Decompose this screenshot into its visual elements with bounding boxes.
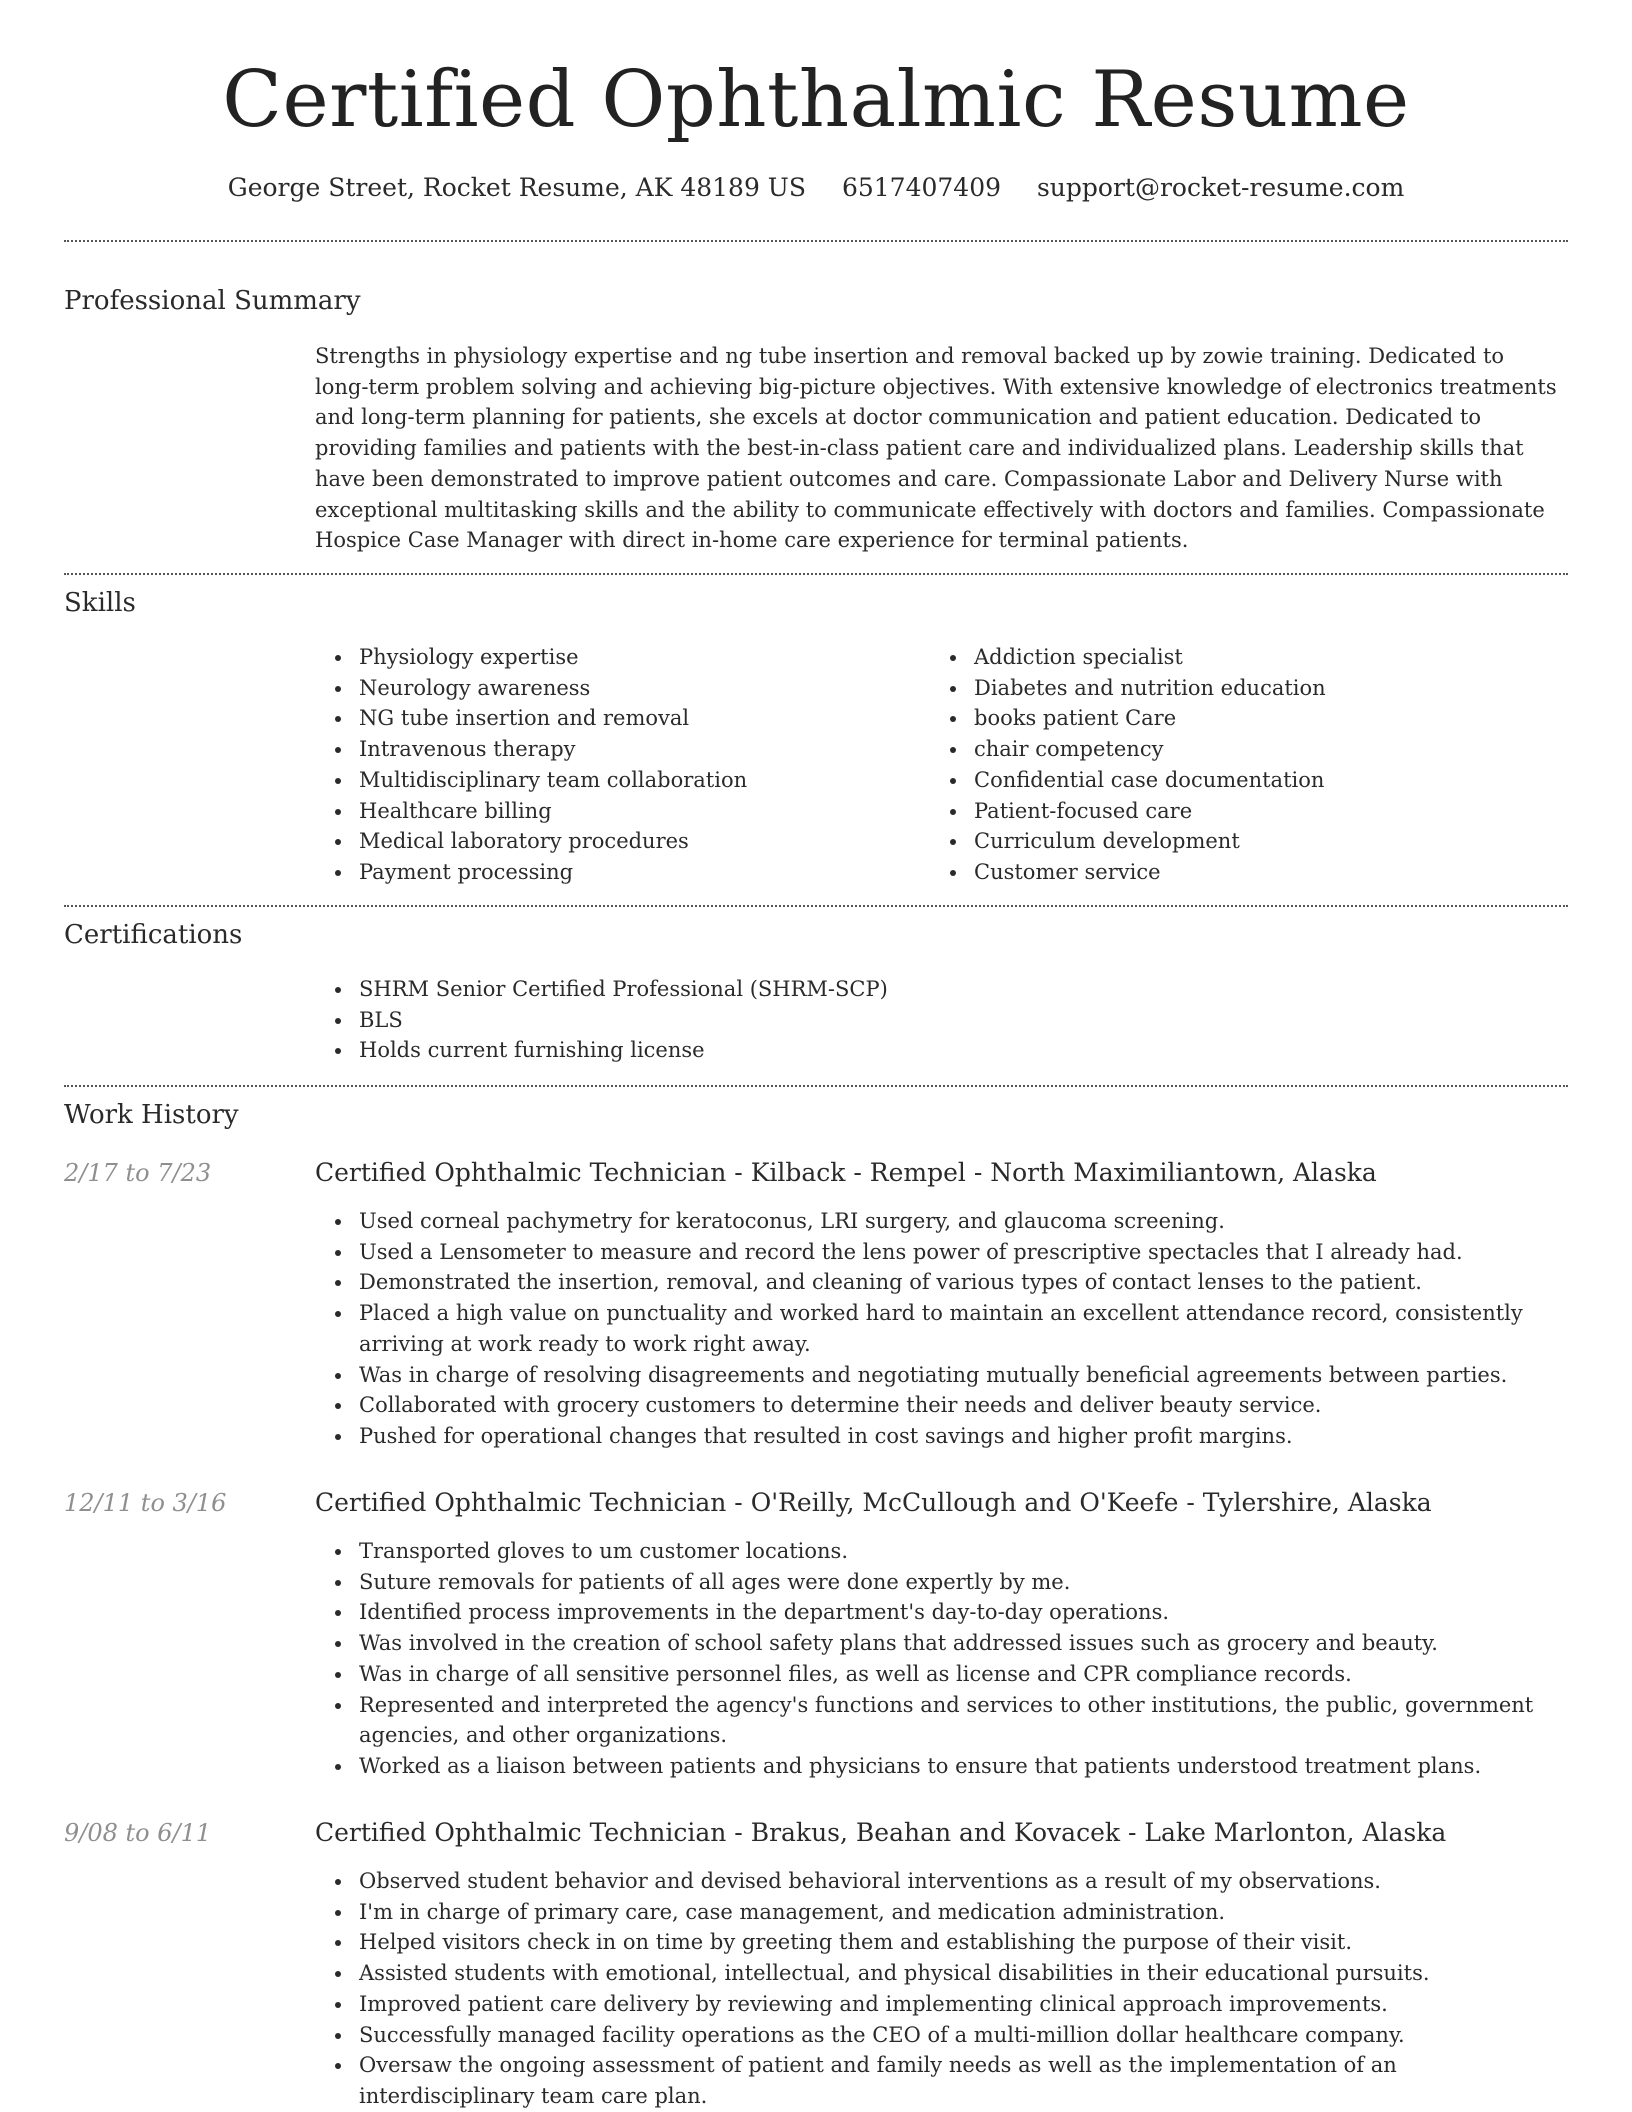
certification-item: SHRM Senior Certified Professional (SHRM-SCP) [315,974,1560,1005]
skill-item: Physiology expertise [315,642,915,673]
contact-line [64,168,1568,208]
summary-text: Strengths in physiology expertise and ng tube insertion and removal backed up by zowie training. Dedicated to long-term problem solving and achieving big-picture objectives. With extensive knowledge of electronics treatments and long-term planning for patients, she excels at doctor communication and patient education. Dedicated to providing families and patients with the best-in-class patient care and individualized plans. Leadership skills that have been demonstrated to improve patient outcomes and care. Compassionate Labor and Delivery Nurse with exceptional multitasking skills and the ability to communicate effectively with doctors and families. Compassionate Hospice Case Manager with direct in-home care experience for terminal patients. [315,344,1557,553]
work-history-heading: Work History [64,1100,239,1130]
job-title: Certified Ophthalmic Technician - O'Reilly, McCullough and O'Keefe - Tylershire, Alaska [315,1488,1432,1517]
job-bullet: Successfully managed facility operations as the CEO of a multi-million dollar healthcare company. [315,2020,1560,2051]
skill-item: Addiction specialist [930,642,1560,673]
contact-phone: 6517407409 [841,173,1002,202]
certification-item: Holds current furnishing license [315,1035,1560,1066]
job-bullet: Used a Lensometer to measure and record the lens power of prescriptive spectacles that I already had. [315,1237,1560,1268]
job-bullet: Was in charge of all sensitive personnel files, as well as license and CPR compliance records. [315,1659,1560,1690]
job-bullet: Demonstrated the insertion, removal, and cleaning of various types of contact lenses to the patient. [315,1267,1560,1298]
certifications-heading: Certifications [64,920,243,950]
skill-item: Diabetes and nutrition education [930,673,1560,704]
summary-heading: Professional Summary [64,286,361,316]
skill-item: Curriculum development [930,826,1560,857]
job-bullet: Helped visitors check in on time by greeting them and establishing the purpose of their visit. [315,1927,1560,1958]
skill-item: Confidential case documentation [930,765,1560,796]
job-bullet: Used corneal pachymetry for keratoconus, LRI surgery, and glaucoma screening. [315,1206,1560,1237]
skill-item: NG tube insertion and removal [315,703,915,734]
skill-item: Multidisciplinary team collaboration [315,765,915,796]
job-bullet: Suture removals for patients of all ages were done expertly by me. [315,1567,1560,1598]
certification-item: BLS [315,1005,1560,1036]
job-bullet: Oversaw the ongoing assessment of patient and family needs as well as the implementation of an interdisciplinary team care plan. [315,2050,1560,2111]
skill-item: Patient-focused care [930,796,1560,827]
skill-item: Payment processing [315,857,915,888]
job-bullet: Pushed for operational changes that resulted in cost savings and higher profit margins. [315,1421,1560,1452]
skill-item: books patient Care [930,703,1560,734]
certifications-list [315,974,1560,1066]
resume-title: Certified Ophthalmic Resume [222,55,1410,145]
certifications-divider [64,1085,1568,1087]
job-bullet: Was involved in the creation of school safety plans that addressed issues such as grocery and beauty. [315,1628,1560,1659]
resume-page [64,0,1568,2112]
job-date: 2/17 to 7/23 [64,1159,212,1187]
summary-divider [64,573,1568,575]
skills-heading: Skills [64,588,136,618]
skill-item: Medical laboratory procedures [315,826,915,857]
job-date: 9/08 to 6/11 [64,1819,212,1847]
skills-list-left [315,642,915,888]
skill-item: Customer service [930,857,1560,888]
job-bullet: Improved patient care delivery by reviewing and implementing clinical approach improvements. [315,1989,1560,2020]
job-bullet: I'm in charge of primary care, case management, and medication administration. [315,1897,1560,1928]
contact-address: George Street, Rocket Resume, AK 48189 US [227,173,806,202]
skills-list-right [930,642,1560,888]
skill-item: Neurology awareness [315,673,915,704]
job-bullet: Observed student behavior and devised behavioral interventions as a result of my observations. [315,1866,1560,1897]
header-divider [64,240,1568,242]
skill-item: chair competency [930,734,1560,765]
job-bullet: Was in charge of resolving disagreements and negotiating mutually beneficial agreements between parties. [315,1360,1560,1391]
job-bullet: Worked as a liaison between patients and physicians to ensure that patients understood treatment plans. [315,1751,1560,1782]
job-bullet: Assisted students with emotional, intellectual, and physical disabilities in their educational pursuits. [315,1958,1560,1989]
contact-email: support@rocket-resume.com [1036,173,1405,202]
job-bullets [315,1866,1560,2112]
skill-item: Intravenous therapy [315,734,915,765]
job-title: Certified Ophthalmic Technician - Kilback - Rempel - North Maximiliantown, Alaska [315,1158,1377,1187]
job-bullet: Transported gloves to um customer locations. [315,1536,1560,1567]
job-bullet: Collaborated with grocery customers to determine their needs and deliver beauty service. [315,1390,1560,1421]
job-title: Certified Ophthalmic Technician - Brakus, Beahan and Kovacek - Lake Marlonton, Alaska [315,1818,1447,1847]
job-bullets [315,1536,1560,1782]
job-bullet: Identified process improvements in the department's day-to-day operations. [315,1597,1560,1628]
skill-item: Healthcare billing [315,796,915,827]
job-bullet: Placed a high value on punctuality and worked hard to maintain an excellent attendance record, consistently arriving at work ready to work right away. [315,1298,1560,1359]
job-date: 12/11 to 3/16 [64,1489,227,1517]
job-bullet: Represented and interpreted the agency's functions and services to other institutions, the public, government agencies, and other organizations. [315,1690,1560,1751]
job-bullets [315,1206,1560,1452]
skills-divider [64,905,1568,907]
